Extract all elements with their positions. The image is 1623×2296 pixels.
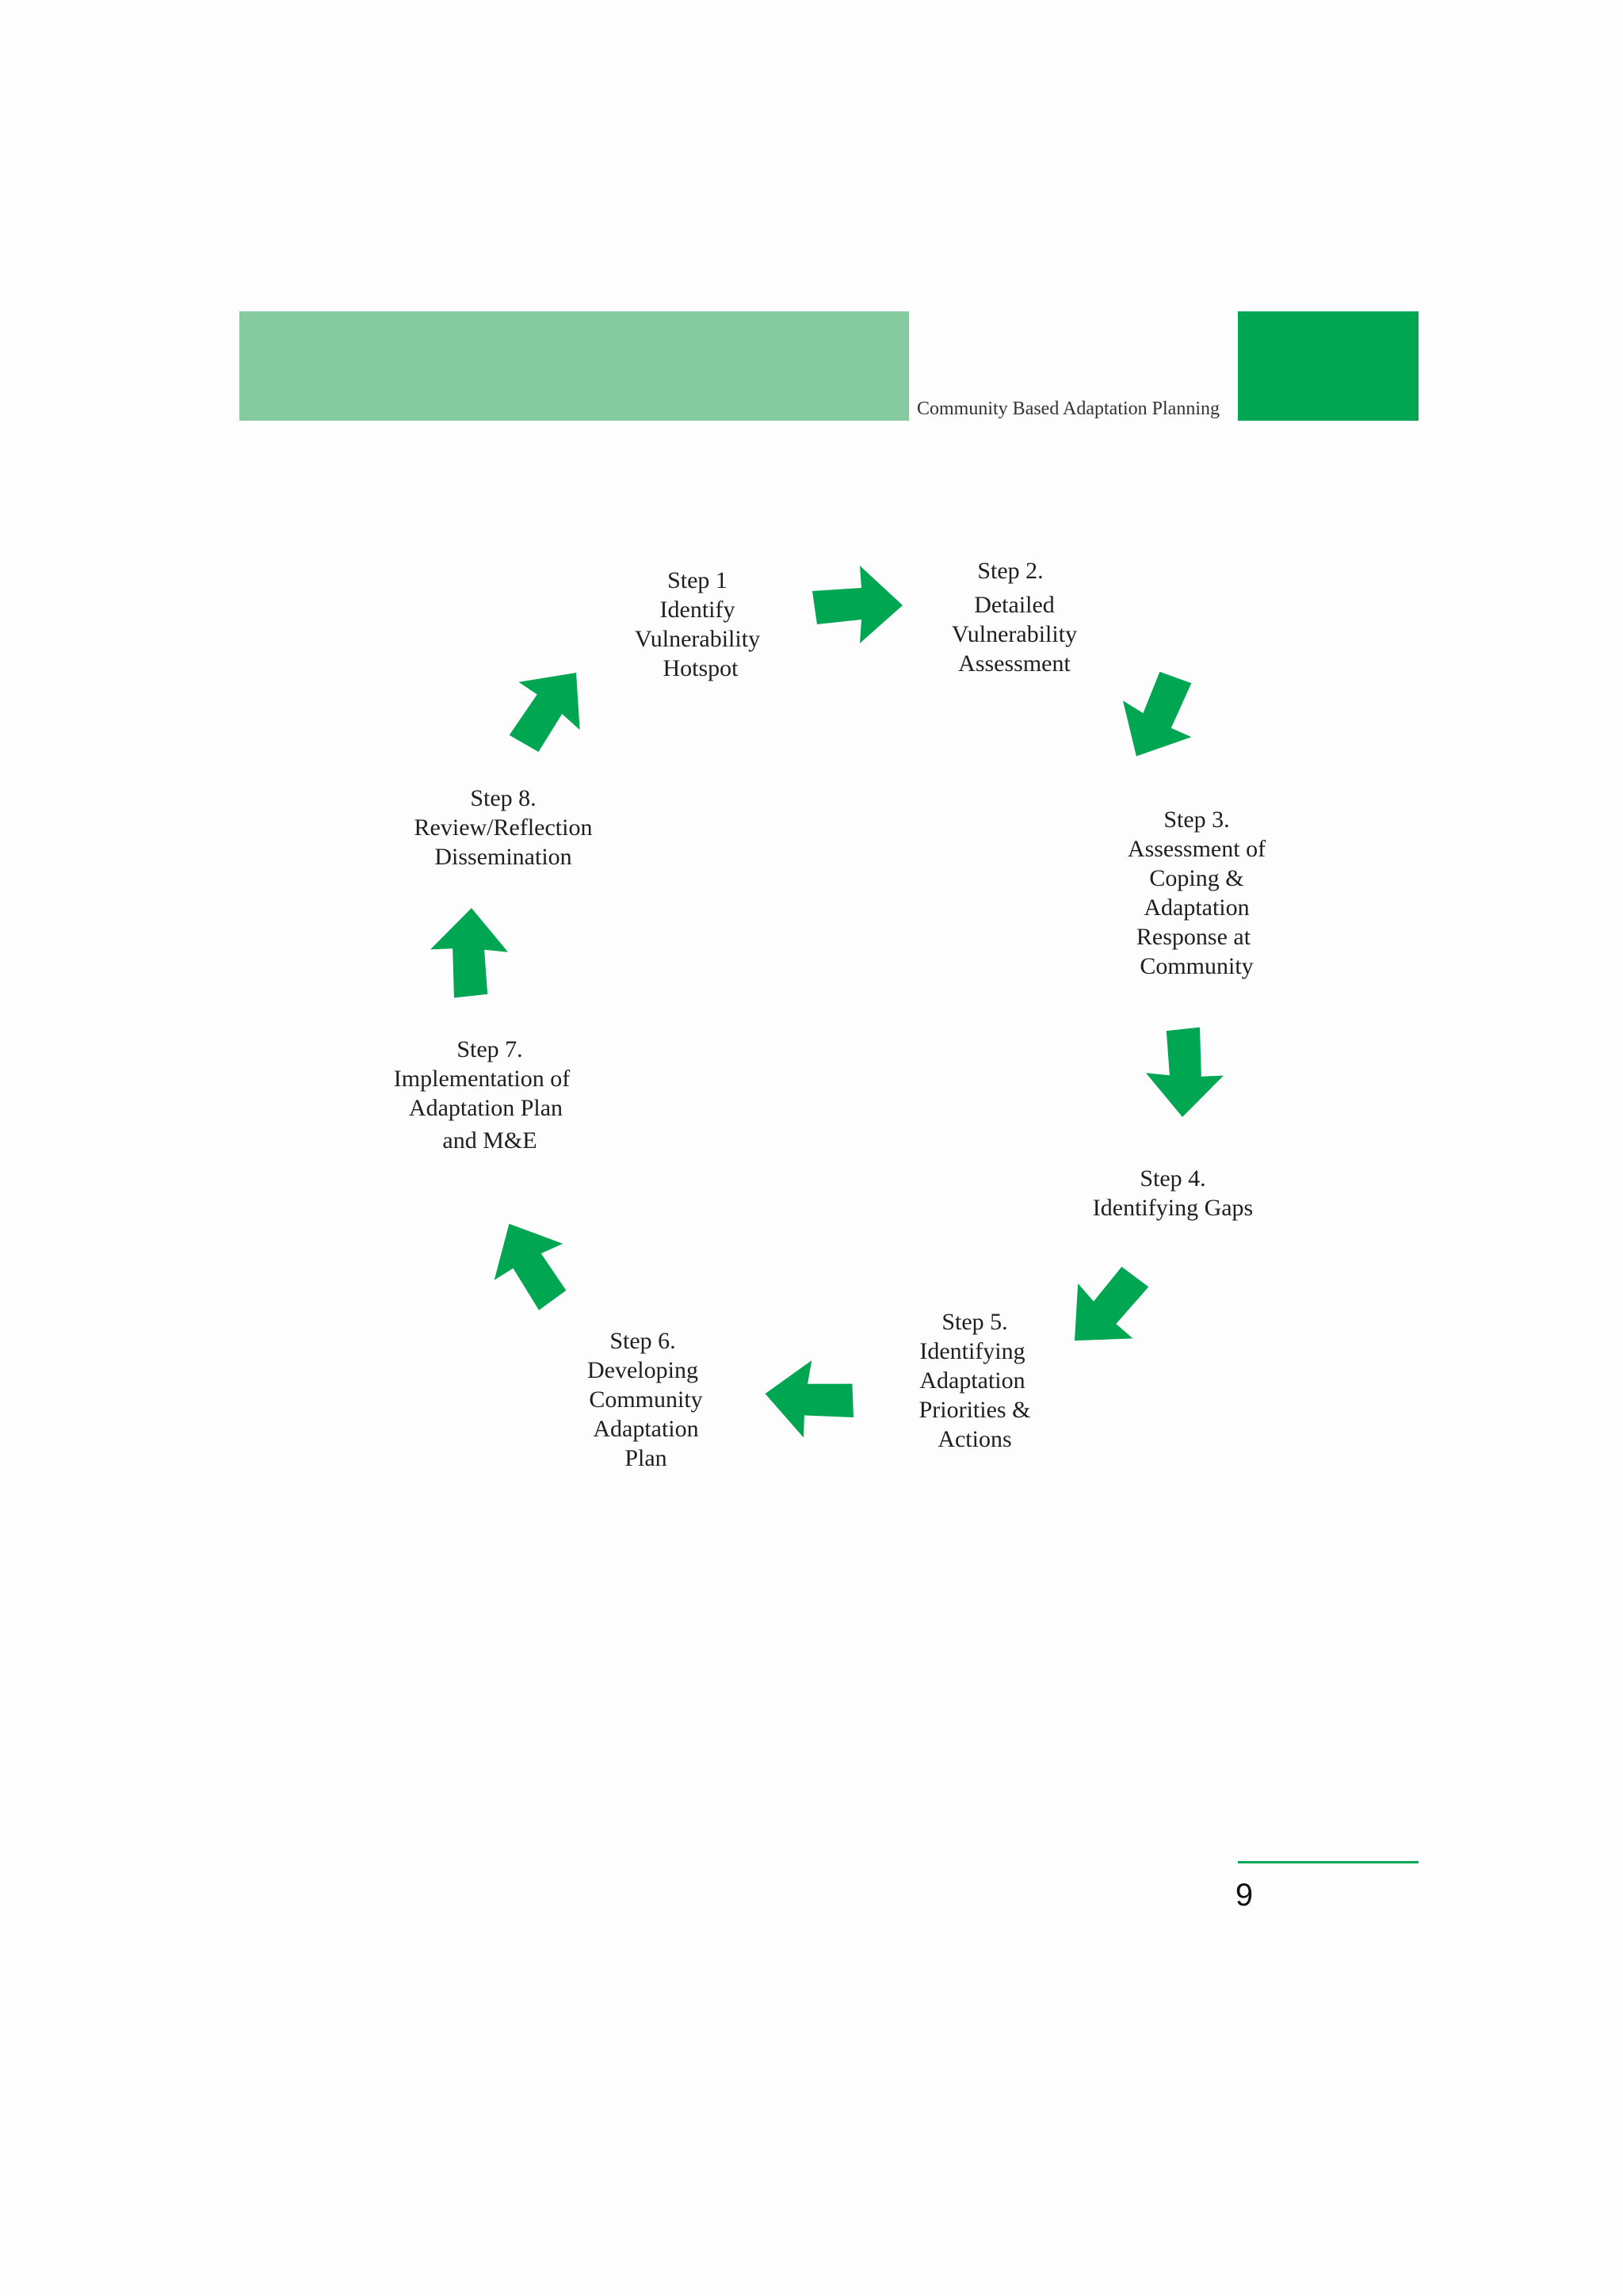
arrow-step4-to-step5 <box>1048 1250 1167 1369</box>
step-8-line-1: Step 8. <box>470 785 537 811</box>
arrow-step1-to-step2 <box>812 566 903 643</box>
step-4-line-2: Identifying Gaps <box>1092 1195 1254 1221</box>
step-3-line-4: Adaptation <box>1144 894 1250 921</box>
arrow-step5-to-step6 <box>761 1356 859 1442</box>
step-7-line-4: and M&E <box>442 1127 537 1154</box>
step-7-line-3: Adaptation Plan <box>408 1095 563 1121</box>
step-7-line-2: Implementation of <box>393 1066 571 1092</box>
step-6-line-1: Step 6. <box>609 1328 676 1354</box>
step-5-label <box>896 1307 1054 1454</box>
step-3-line-1: Step 3. <box>1163 807 1230 833</box>
step-3-line-2: Assessment of <box>1127 836 1266 862</box>
step-3-label <box>1109 805 1284 981</box>
step-2-line-3: Vulnerability <box>951 621 1078 647</box>
step-1-line-2: Identify <box>659 597 735 623</box>
step-1-line-4: Hotspot <box>663 655 739 681</box>
page-number: 9 <box>1235 1878 1254 1913</box>
step-6-line-4: Adaptation <box>593 1416 699 1442</box>
header-title: Community Based Adaptation Planning <box>917 399 1220 419</box>
step-6-line-5: Plan <box>624 1445 667 1471</box>
step-5-line-4: Priorities & <box>918 1397 1031 1423</box>
step-2-line-1: Step 2. <box>977 558 1044 584</box>
footer-rule <box>1238 1861 1419 1863</box>
step-8-line-2: Review/Reflection <box>414 814 593 841</box>
arrow-step3-to-step4 <box>1144 1025 1225 1118</box>
step-5-line-2: Identifying <box>919 1338 1025 1364</box>
arrow-step2-to-step3 <box>1103 658 1214 775</box>
step-7-label <box>379 1035 601 1155</box>
step-5-line-5: Actions <box>938 1426 1012 1452</box>
step-5-line-1: Step 5. <box>941 1309 1008 1335</box>
step-1-line-1: Step 1 <box>667 567 727 593</box>
arrow-step8-to-step1 <box>489 648 605 767</box>
step-6-line-2: Developing <box>587 1357 698 1383</box>
arrow-step6-to-step7 <box>474 1206 585 1322</box>
step-2-line-2: Detailed <box>974 592 1055 618</box>
step-1-label <box>614 566 781 683</box>
step-5-line-3: Adaptation <box>919 1367 1025 1394</box>
step-2-line-4: Assessment <box>958 650 1071 677</box>
step-4-line-1: Step 4. <box>1140 1165 1206 1192</box>
step-1-line-3: Vulnerability <box>634 626 761 652</box>
step-7-line-1: Step 7. <box>456 1036 523 1062</box>
step-4-label <box>1070 1164 1276 1222</box>
step-3-line-5: Response at <box>1136 924 1251 950</box>
step-3-line-6: Community <box>1140 953 1254 979</box>
step-8-line-3: Dissemination <box>434 844 572 870</box>
arrow-step7-to-step8 <box>429 906 510 999</box>
step-8-label <box>396 784 610 871</box>
step-6-line-3: Community <box>589 1386 703 1413</box>
step-2-label <box>927 556 1102 678</box>
step-6-label <box>567 1326 725 1473</box>
step-3-line-3: Coping & <box>1149 865 1244 891</box>
